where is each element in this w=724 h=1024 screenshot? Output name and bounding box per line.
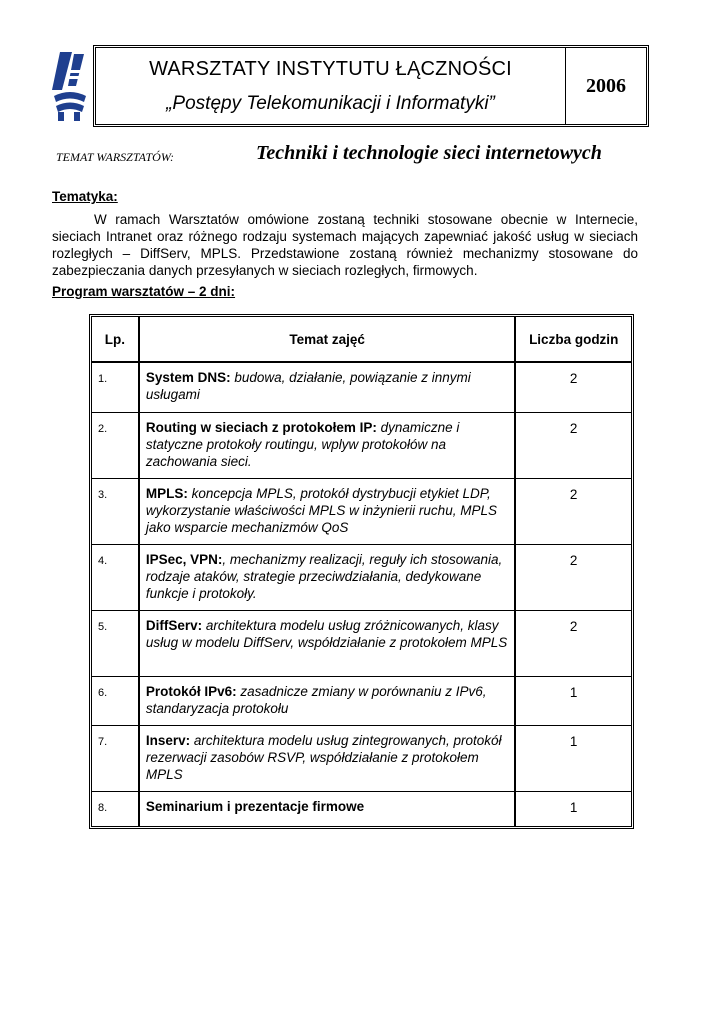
topic-name: MPLS: xyxy=(145,486,188,501)
row-hours: 1 xyxy=(569,800,578,815)
topic-name: System DNS: xyxy=(145,370,231,385)
topic-name: Inserv: xyxy=(145,733,191,748)
row-number: 1. xyxy=(92,363,140,413)
row-topic xyxy=(140,611,517,677)
row-topic xyxy=(140,545,517,611)
program-table xyxy=(91,316,632,827)
row-hours: 2 xyxy=(516,363,631,413)
row-topic xyxy=(140,479,517,545)
topic-name: Seminarium i prezentacje firmowe xyxy=(145,799,365,814)
topic-name: Routing w sieciach z protokołem IP: xyxy=(145,420,377,435)
row-hours: 2 xyxy=(516,413,631,479)
header-subtitle: „Postępy Telekomunikacji i Informatyki” xyxy=(166,93,495,114)
row-hours: 2 xyxy=(516,611,631,677)
tematyka-heading: Tematyka: xyxy=(52,189,118,204)
row-topic xyxy=(140,677,517,726)
topic-name: Protokół IPv6: xyxy=(145,684,237,699)
topic-title: Techniki i technologie sieci internetowych xyxy=(256,142,602,164)
row-hours: 1 xyxy=(516,677,631,726)
column-header-lp: Lp. xyxy=(92,317,140,363)
table-row xyxy=(92,677,631,726)
row-number: 4. xyxy=(92,545,140,611)
table-row xyxy=(92,479,631,545)
topic-description: koncepcja MPLS, protokół dystrybucji etykiet LDP, wykorzystanie właściwości MPLS w inżynierii ruchu, MPLS jako wsparcie mechanizmów QoS xyxy=(145,486,497,535)
row-hours: 1 xyxy=(516,726,631,792)
header-year: 2006 xyxy=(586,74,626,97)
program-heading: Program warsztatów – 2 dni: xyxy=(52,284,236,299)
header-title: WARSZTATY INSTYTUTU ŁĄCZNOŚCI xyxy=(149,58,512,80)
topic-description: zasadnicze zmiany w porównaniu z IPv6, standaryzacja protokołu xyxy=(145,684,487,716)
table-header-row xyxy=(92,317,631,363)
row-topic xyxy=(140,413,517,479)
header-left-cell xyxy=(96,48,566,124)
table-row xyxy=(92,611,631,677)
row-number: 6. xyxy=(92,677,140,726)
row-number: 5. xyxy=(92,611,140,677)
topic-label: TEMAT WARSZTATÓW: xyxy=(56,150,175,164)
topic-description: , mechanizmy realizacji, reguły ich stosowania, rodzaje ataków, strategie przeciwdziałania, dedykowane funkcje i protokoły. xyxy=(145,552,503,601)
row-number: 7. xyxy=(92,726,140,792)
topic-name: DiffServ: xyxy=(145,618,203,633)
topic-description: architektura modelu usług zróżnicowanych, klasy usług w modelu DiffServ, współdziałanie z protokołem MPLS xyxy=(145,618,508,650)
column-header-hours: Liczba godzin xyxy=(516,317,631,363)
row-number: 3. xyxy=(92,479,140,545)
table-row xyxy=(92,792,631,826)
row-topic xyxy=(140,363,517,413)
table-row xyxy=(92,363,631,413)
row-hours: 2 xyxy=(516,479,631,545)
topic-name: IPSec, VPN: xyxy=(145,552,223,567)
table-row xyxy=(92,726,631,792)
row-number: 8. xyxy=(92,792,140,826)
institute-logo-icon xyxy=(50,50,90,122)
row-hours: 2 xyxy=(516,545,631,611)
topic-description: architektura modelu usług zintegrowanych, protokół rezerwacji zasobów RSVP, współdziałanie z protokołem MPLS xyxy=(145,733,502,782)
row-topic xyxy=(140,792,517,826)
column-header-topic: Temat zajęć xyxy=(140,317,517,363)
header-box xyxy=(95,47,647,125)
row-number: 2. xyxy=(92,413,140,479)
topic-description: dynamiczne i statyczne protokoły routingu, wplyw protokołów na zachowania sieci. xyxy=(145,420,460,469)
tematyka-paragraph: W ramach Warsztatów omówione zostaną techniki stosowane obecnie w Internecie, sieciach Intranet oraz różnego rodzaju systemach mających zapewniać jakość usług w sieciach rozległych – DiffServ, MPLS. Przedstawione zostaną również mechanizmy stosowane do zabezpieczania danych przesyłanych w sieciach rozległych, firmowych. xyxy=(52,212,638,278)
table-row xyxy=(92,545,631,611)
row-topic xyxy=(140,726,517,792)
topic-description: budowa, działanie, powiązanie z innymi usługami xyxy=(145,370,471,402)
table-row xyxy=(92,413,631,479)
